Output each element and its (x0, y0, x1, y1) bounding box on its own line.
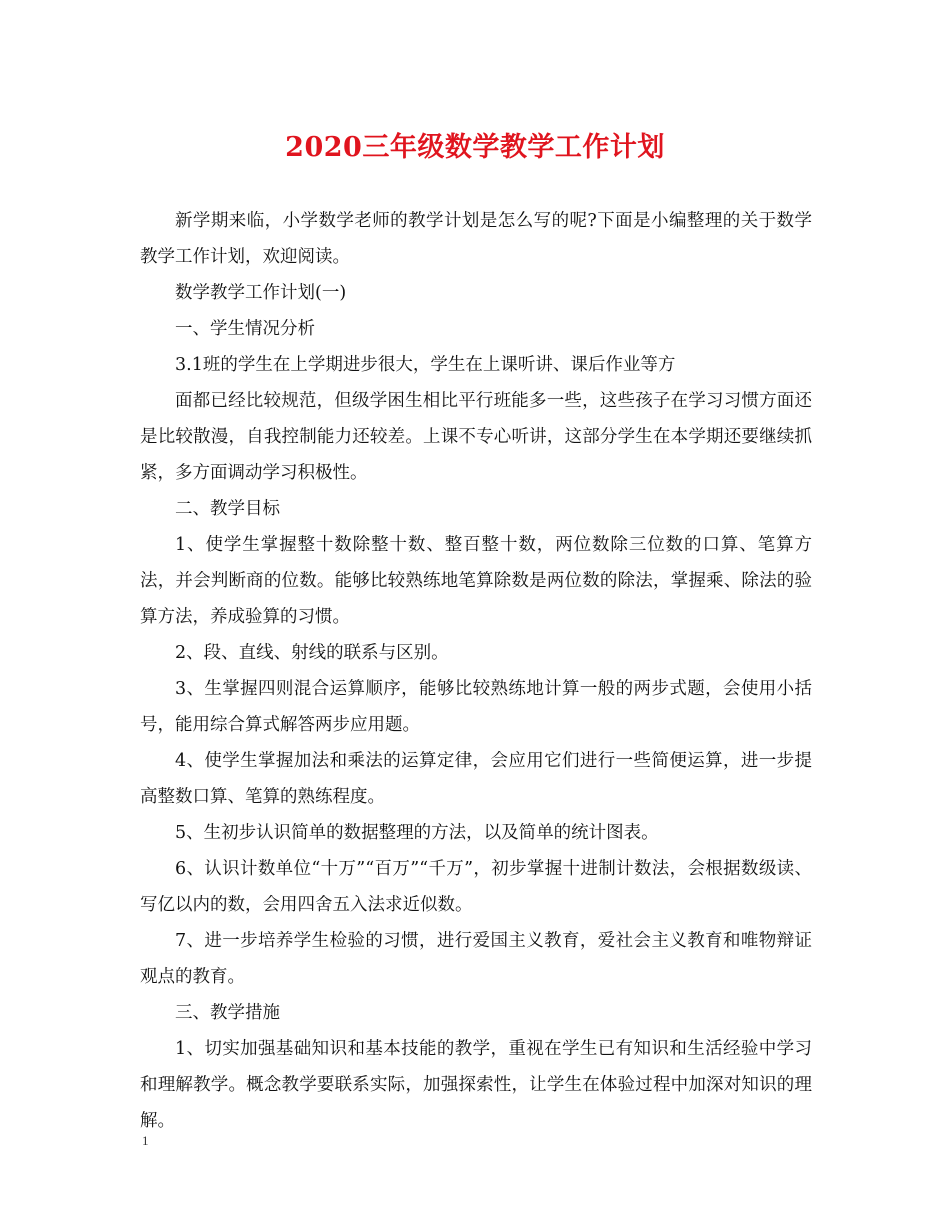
page-number: 1 (142, 1133, 149, 1148)
paragraph-goal-4: 4、使学生掌握加法和乘法的运算定律，会应用它们进行一些简便运算，进一步提高整数口算、笔算的熟练程度。 (140, 751, 812, 807)
paragraph-student-analysis-1: 3.1班的学生在上学期进步很大，学生在上课听讲、课后作业等方 (175, 355, 676, 375)
section-heading-student-analysis: 一、学生情况分析 (175, 319, 315, 339)
section-heading-teaching-measures: 三、教学措施 (175, 1003, 280, 1023)
paragraph-goal-1: 1、使学生掌握整十数除整十数、整百整十数，两位数除三位数的口算、笔算方法，并会判断商的位数。能够比较熟练地笔算除数是两位数的除法，掌握乘、除法的验算方法，养成验算的习惯。 (140, 535, 812, 627)
document-body (140, 203, 812, 1139)
section-heading-teaching-goals: 二、教学目标 (175, 499, 280, 519)
paragraph-intro: 新学期来临，小学数学老师的教学计划是怎么写的呢?下面是小编整理的关于数学教学工作计划，欢迎阅读。 (140, 211, 812, 267)
paragraph-goal-5: 5、生初步认识简单的数据整理的方法，以及简单的统计图表。 (175, 823, 659, 843)
document-title: 2020三年级数学教学工作计划 (285, 132, 665, 163)
paragraph-student-analysis-2: 面都已经比较规范，但级学困生相比平行班能多一些，这些孩子在学习习惯方面还是比较散漫，自我控制能力还较差。上课不专心听讲，这部分学生在本学期还要继续抓紧，多方面调动学习积极性。 (140, 391, 812, 483)
paragraph-goal-3: 3、生掌握四则混合运算顺序，能够比较熟练地计算一般的两步式题，会使用小括号，能用综合算式解答两步应用题。 (140, 679, 812, 735)
paragraph-measure-1: 1、切实加强基础知识和基本技能的教学，重视在学生已有知识和生活经验中学习和理解教学。概念教学要联系实际，加强探索性，让学生在体验过程中加深对知识的理解。 (140, 1039, 812, 1131)
paragraph-plan-heading: 数学教学工作计划(一) (175, 283, 347, 303)
paragraph-goal-2: 2、段、直线、射线的联系与区别。 (175, 643, 449, 663)
paragraph-goal-6: 6、认识计数单位“十万”“百万”“千万”，初步掌握十进制计数法，会根据数级读、写亿以内的数，会用四舍五入法求近似数。 (140, 859, 812, 915)
paragraph-goal-7: 7、进一步培养学生检验的习惯，进行爱国主义教育，爱社会主义教育和唯物辩证观点的教育。 (140, 931, 812, 987)
